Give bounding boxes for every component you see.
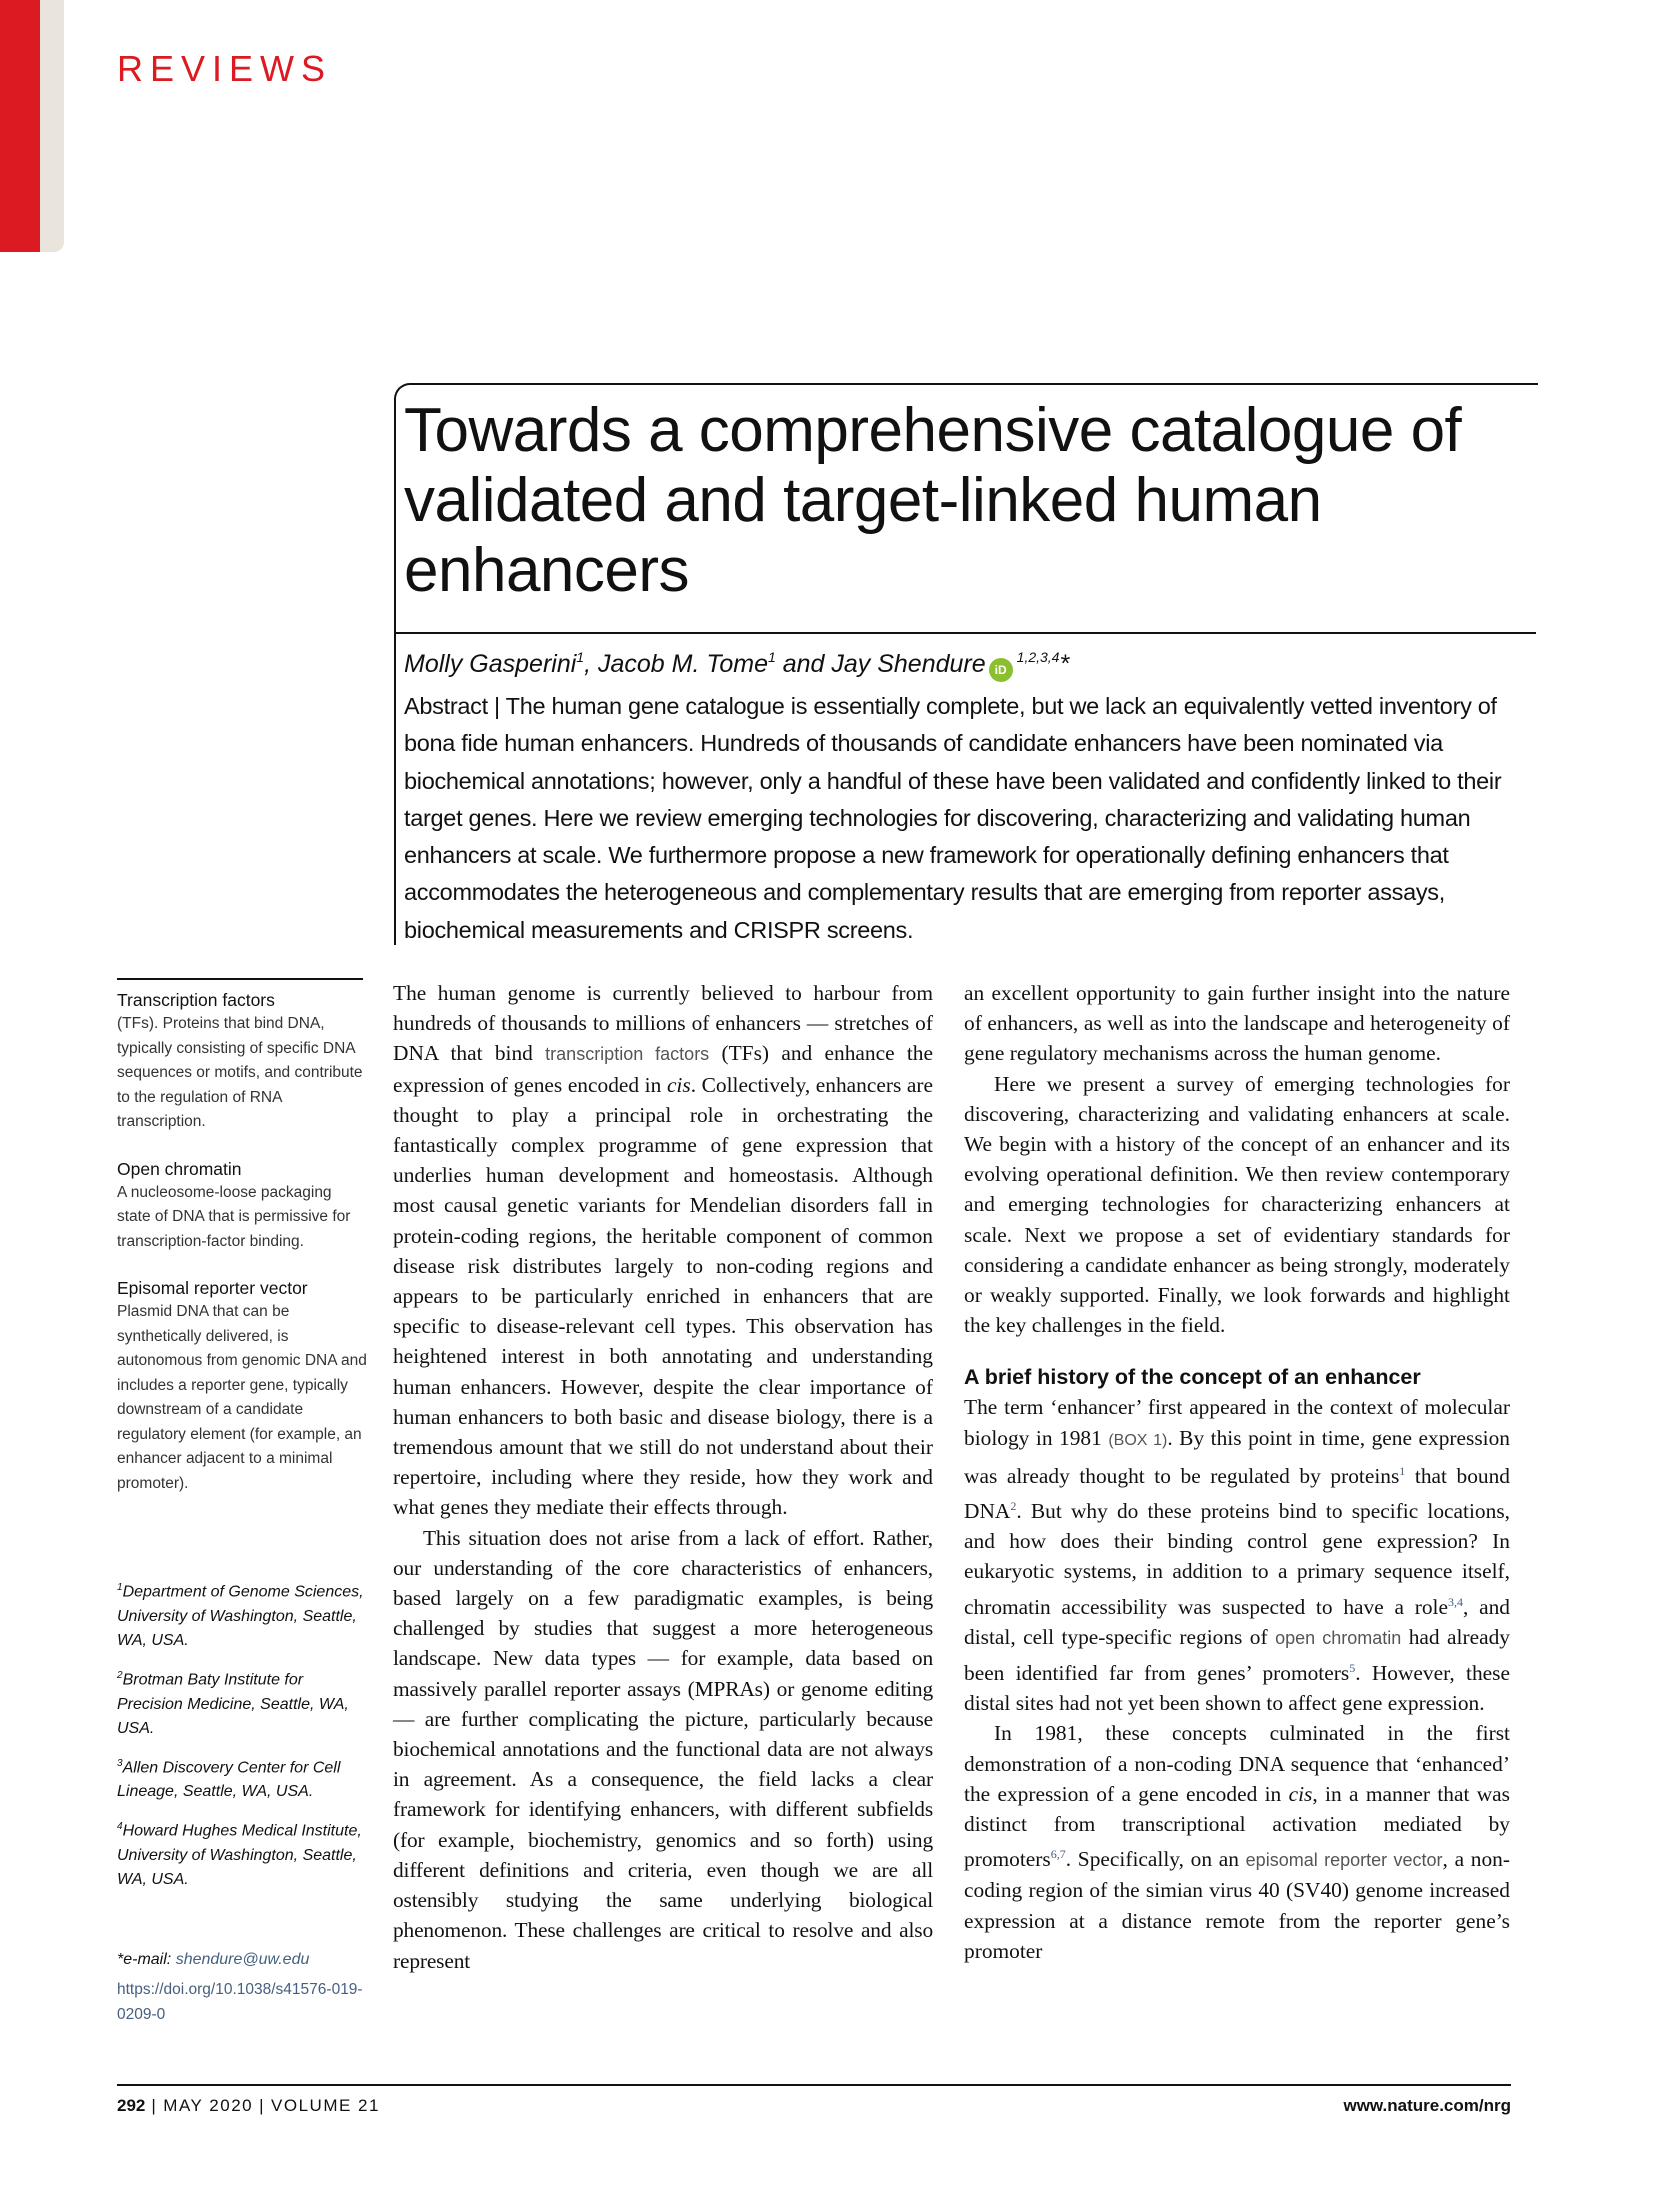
paragraph: Here we present a survey of emerging technologies for discovering, characterizing and validating enhancers at scale. We begin with a history of the concept of an enhancer and its evolving operational definition. We then review contemporary and emerging technologies for characterizing enhancers at scale. Next we propose a set of evidentiary standards for considering a candidate enhancer as being strongly, moderately or weakly supported. Finally, we look forwards and highlight the key challenges in the field. — [964, 1071, 1510, 1338]
text-run: . By this point in time, gene expression was already thought to be regulated by proteins — [964, 1425, 1510, 1488]
glossary-term: Episomal reporter vector — [117, 1278, 308, 1298]
text-run: , in a manner that was distinct from transcriptional activation mediated by promoters — [964, 1781, 1510, 1872]
affiliation-text: Department of Genome Sciences, University of Washington, Seattle, WA, USA. — [117, 1583, 364, 1650]
volume: VOLUME 21 — [271, 2096, 380, 2115]
affiliation — [117, 1664, 367, 1742]
affiliation-number: 3 — [117, 1757, 123, 1769]
abstract-text: The human gene catalogue is essentially complete, but we lack an equivalently vetted inventory of bona fide human enhancers. Hundreds of thousands of candidate enhancers have been nominated via biochemical annotations; however, only a handful of these have been validated and confidently linked to their target genes. Here we review emerging technologies for discovering, characterizing and validating human enhancers at scale. We furthermore propose a new framework for operationally defining enhancers that accommodates the heterogeneous and complementary results that are emerging from reporter assays, biochemical measurements and CRISPR screens. — [404, 693, 1502, 943]
affiliation-text: Allen Discovery Center for Cell Lineage, Seattle, WA, USA. — [117, 1758, 341, 1801]
body-column-2 — [964, 978, 1510, 1966]
affiliation-number: 2 — [117, 1669, 123, 1681]
journal-url[interactable]: www.nature.com/nrg — [1343, 2096, 1511, 2115]
author-list — [404, 640, 1069, 682]
paragraph — [964, 1392, 1510, 1718]
text-run: The human genome is currently believed to harbour from hundreds of thousands to millions of enhancers — stretches of DNA that bind — [393, 981, 933, 1066]
citation-link[interactable]: 5 — [1349, 1661, 1356, 1676]
text-run: . Specifically, on an — [1065, 1847, 1246, 1872]
orcid-icon[interactable]: iD — [989, 658, 1013, 682]
author-separator: and — [775, 650, 832, 678]
text-run: In 1981, these concepts culminated in the first demonstration of a non-coding DNA sequence that ‘enhanced’ the expression of a gene encoded in — [964, 1721, 1510, 1806]
text-run: . Collectively, enhancers are thought to play a principal role in orchestrating the fantastically complex programme of gene expression that underlies human development and homeostasis. Although most causal genetic variants for Mendelian disorders fall in protein-coding regions, the heritable component of common disease risk distributes largely to non-coding regions and appears to be particularly enriched in enhancers that are specific to disease-relevant cell types. This observation has heightened interest in both annotating and understanding human enhancers. However, despite the clear importance of human enhancers to both basic and disease biology, there is a tremendous amount that we still do not understand about their repertoire, including where they reside, how they work and what genes they mediate their effects through. — [393, 1072, 933, 1520]
author-separator: , — [584, 650, 598, 678]
author-name[interactable]: Molly Gasperini — [404, 650, 577, 678]
abstract-label: Abstract | — [404, 693, 506, 719]
sidebar-divider — [117, 978, 363, 980]
text-run: , and distal, cell type-specific regions of — [964, 1594, 1510, 1649]
doi-link[interactable]: https://doi.org/10.1038/s41576-019-0209-0 — [117, 1981, 363, 2023]
text-run: . However, these distal sites had not yet been shown to affect gene expression. — [964, 1661, 1510, 1716]
author-divider — [396, 632, 1536, 634]
text-run: The term ‘enhancer’ first appeared in the context of molecular biology in 1981 — [964, 1395, 1510, 1450]
italic-term: cis — [666, 1072, 691, 1097]
contact-email — [117, 1948, 309, 1972]
glossary-definition: (TFs). Proteins that bind DNA, typically consisting of specific DNA sequences or motifs, and contribute to the regulation of RNA transcription. — [117, 1015, 363, 1130]
citation-link[interactable]: 1 — [1399, 1463, 1406, 1478]
footer-citation — [117, 2094, 380, 2118]
article-title: Towards a comprehensive catalogue of validated and target-linked human enhancers — [404, 396, 1462, 605]
text-run: , a non-coding region of the simian virus 40 (SV40) genome increased expression at a distance remote from the reporter gene’s promoter — [964, 1847, 1510, 1963]
glossary-term: Transcription factors — [117, 990, 275, 1010]
affiliation — [117, 1815, 367, 1893]
glossary-item — [117, 988, 367, 1135]
author-name[interactable]: Jay Shendure — [831, 650, 986, 678]
citation-link[interactable]: 2 — [1010, 1499, 1017, 1514]
section-label: REVIEWS — [117, 48, 333, 89]
glossary-link[interactable]: transcription factors — [545, 1044, 710, 1065]
section-heading: A brief history of the concept of an enhancer — [964, 1365, 1421, 1390]
corresponding-author-mark: * — [1059, 650, 1070, 678]
footer-divider — [117, 2084, 1511, 2086]
footer-separator: | — [151, 2096, 158, 2115]
glossary-link[interactable]: episomal reporter vector — [1245, 1850, 1443, 1871]
footer-separator: | — [259, 2096, 266, 2115]
affiliation-number: 1 — [117, 1582, 123, 1593]
body-column-1 — [393, 978, 933, 1976]
text-run: had already been identified far from genes’ promoters — [964, 1624, 1510, 1686]
affiliation-ref: 1,2,3,4 — [1016, 649, 1060, 665]
affiliation — [117, 1576, 367, 1654]
affiliation-number: 4 — [117, 1820, 123, 1832]
issue-date: MAY 2020 — [163, 2096, 254, 2115]
glossary — [117, 988, 367, 1518]
affiliation-text: Howard Hughes Medical Institute, University of Washington, Seattle, WA, USA. — [117, 1822, 362, 1889]
author-name[interactable]: Jacob M. Tome — [597, 650, 768, 678]
paragraph — [964, 1718, 1510, 1966]
box-link[interactable]: (BOX 1) — [1108, 1431, 1168, 1449]
italic-term: cis — [1288, 1781, 1313, 1806]
glossary-item — [117, 1157, 367, 1255]
affiliations — [117, 1576, 367, 1903]
section-tab-shadow — [40, 0, 64, 252]
glossary-definition: A nucleosome-loose packaging state of DNA that is permissive for transcription-factor binding. — [117, 1183, 351, 1250]
section-color-tab — [0, 0, 40, 252]
affiliation-ref: 1 — [767, 649, 776, 665]
text-run: that bound DNA — [964, 1463, 1510, 1524]
affiliation-ref: 1 — [576, 649, 585, 665]
citation-link[interactable]: 3,4 — [1447, 1594, 1463, 1609]
glossary-item — [117, 1276, 367, 1496]
paragraph — [393, 978, 933, 1523]
email-label: *e-mail: — [117, 1951, 176, 1968]
citation-link[interactable]: 6,7 — [1050, 1847, 1066, 1862]
paragraph: This situation does not arise from a lack of effort. Rather, our understanding of the core characteristics of enhancers, based largely on a few paradigmatic examples, is being challenged by studies that suggest a more heterogeneous landscape. New data types — for example, data based on massively parallel reporter assays (MPRAs) or genome editing — are further complicating the picture, particularly because biochemical annotations and the functional data are not always in agreement. As a consequence, the field lacks a clear framework for identifying enhancers, with different subfields (for example, biochemistry, genomics and so forth) using different definitions and criteria, even though we are all ostensibly studying the same underlying biological phenomenon. These challenges are critical to resolve and also represent — [393, 1525, 933, 1973]
email-link[interactable]: shendure@uw.edu — [175, 1951, 310, 1968]
paragraph: an excellent opportunity to gain further insight into the nature of enhancers, as well as into the landscape and heterogeneity of gene regulatory mechanisms across the human genome. — [964, 981, 1510, 1066]
glossary-definition: Plasmid DNA that can be synthetically delivered, is autonomous from genomic DNA and includes a reporter gene, typically downstream of a candidate regulatory element (for example, an enhancer adjacent to a minimal promoter). — [117, 1303, 367, 1492]
text-run: (TFs) and enhance the expression of genes encoded in — [393, 1041, 933, 1097]
page-number: 292 — [117, 2096, 146, 2115]
text-run: . But why do these proteins bind to specific locations, and how does their binding control gene expression? In eukaryotic systems, in addition to a primary sequence itself, chromatin accessibility was suspected to have a role — [964, 1499, 1510, 1619]
glossary-link[interactable]: open chromatin — [1275, 1627, 1402, 1648]
affiliation — [117, 1752, 367, 1805]
glossary-term: Open chromatin — [117, 1158, 242, 1179]
affiliation-text: Brotman Baty Institute for Precision Medicine, Seattle, WA, USA. — [117, 1671, 349, 1738]
abstract — [404, 688, 1516, 949]
